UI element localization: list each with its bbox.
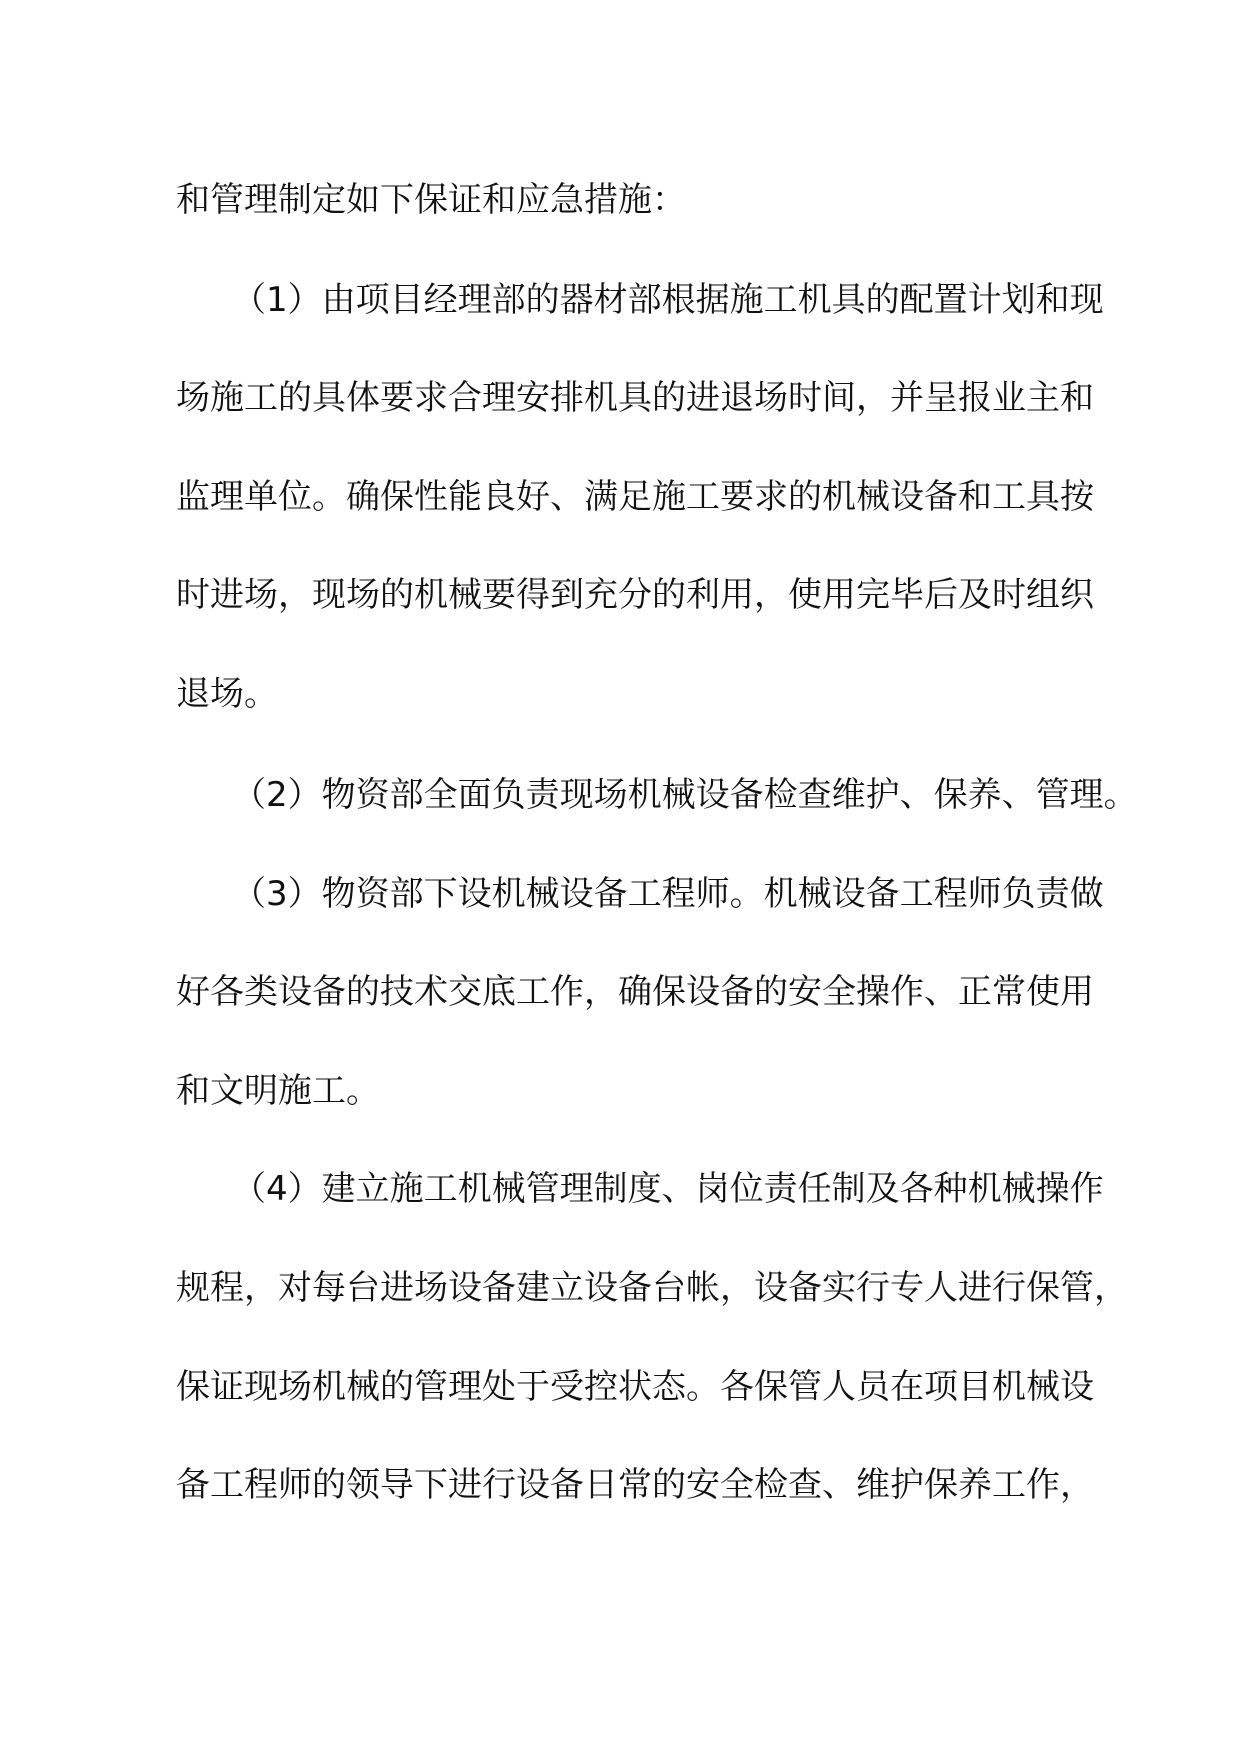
text-line — [0, 368, 1241, 428]
text-line — [0, 1258, 1241, 1318]
paragraph-2-start — [0, 765, 1241, 825]
text-line — [0, 1357, 1241, 1417]
text-line-content: 监理单位。确保性能良好、满足施工要求的机械设备和工具按 — [176, 477, 1094, 517]
text-line — [0, 467, 1241, 527]
text-line-content: 备工程师的领导下进行设备日常的安全检查、维护保养工作， — [176, 1465, 1094, 1505]
text-line-content: 保证现场机械的管理处于受控状态。各保管人员在项目机械设 — [176, 1367, 1094, 1407]
paragraph-3-start — [0, 864, 1241, 924]
text-line — [0, 565, 1241, 625]
text-line-content: 和管理制定如下保证和应急措施： — [176, 180, 686, 220]
text-line-content: 场施工的具体要求合理安排机具的进退场时间，并呈报业主和 — [176, 378, 1094, 418]
text-line-content: （2）物资部全面负责现场机械设备检查维护、保养、管理。 — [232, 775, 1138, 815]
text-line — [0, 962, 1241, 1022]
text-line — [0, 664, 1241, 724]
text-line-content: 规程，对每台进场设备建立设备台帐，设备实行专人进行保管， — [176, 1268, 1128, 1308]
text-line-content: （4）建立施工机械管理制度、岗位责任制及各种机械操作 — [232, 1169, 1104, 1209]
text-line — [0, 1455, 1241, 1515]
text-line-content: 退场。 — [176, 674, 278, 714]
paragraph-1-start — [0, 270, 1241, 330]
text-line-content: 和文明施工。 — [176, 1071, 380, 1111]
text-line-content: 时进场，现场的机械要得到充分的利用，使用完毕后及时组织 — [176, 575, 1094, 615]
text-line-content: （3）物资部下设机械设备工程师。机械设备工程师负责做 — [232, 874, 1104, 914]
text-line — [0, 170, 1241, 230]
text-line-content: （1）由项目经理部的器材部根据施工机具的配置计划和现 — [232, 280, 1104, 320]
text-line-content: 好各类设备的技术交底工作，确保设备的安全操作、正常使用 — [176, 972, 1094, 1012]
text-line — [0, 1061, 1241, 1121]
paragraph-4-start — [0, 1159, 1241, 1219]
